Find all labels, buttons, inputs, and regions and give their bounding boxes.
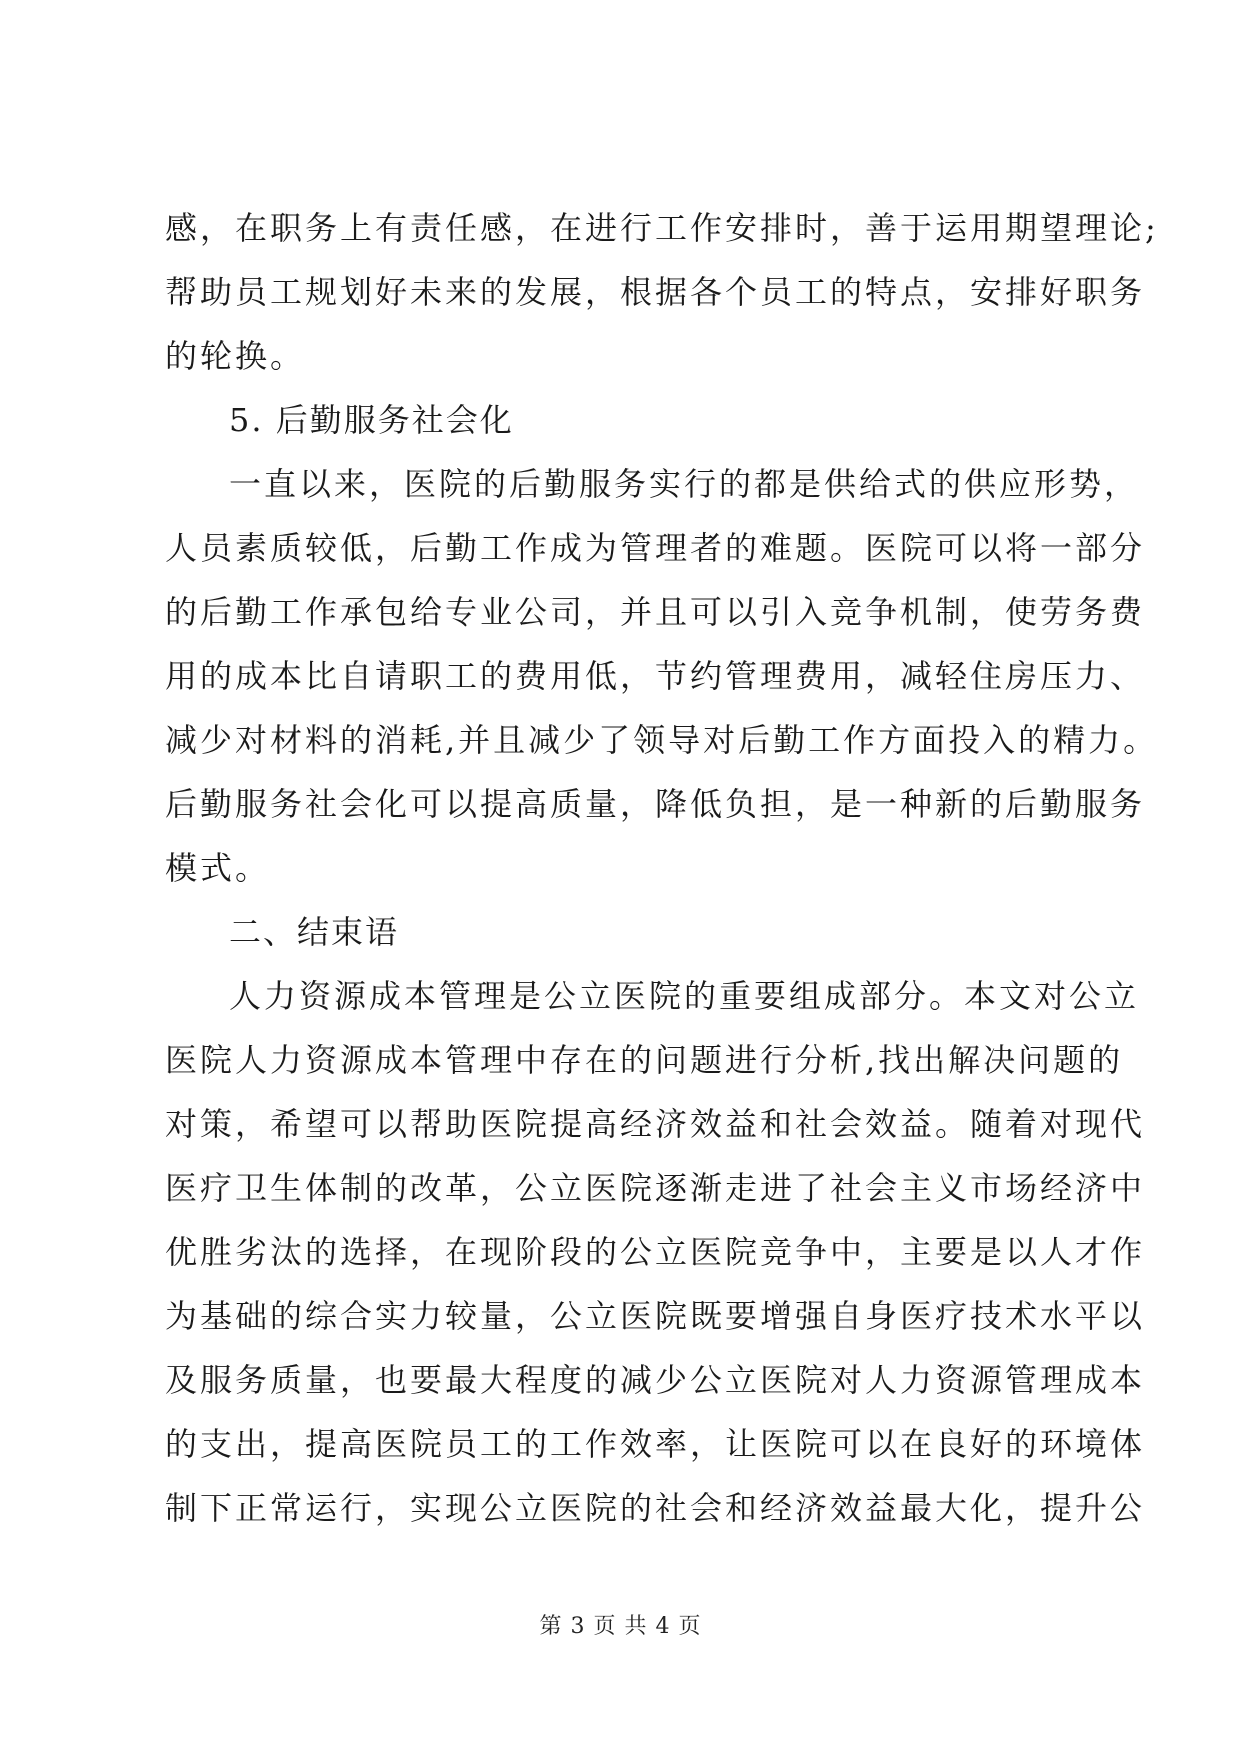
text-line: 帮助员工规划好未来的发展，根据各个员工的特点，安排好职务 <box>165 273 1146 311</box>
text-line: 制下正常运行，实现公立医院的社会和经济效益最大化，提升公 <box>165 1489 1146 1527</box>
page-number-label: 第 3 页 共 4 页 <box>539 1614 702 1639</box>
text-line: 对策，希望可以帮助医院提高经济效益和社会效益。随着对现代 <box>165 1105 1146 1143</box>
document-body <box>165 196 1159 1540</box>
text-line: 人员素质较低，后勤工作成为管理者的难题。医院可以将一部分 <box>165 529 1146 567</box>
text-line: 用的成本比自请职工的费用低，节约管理费用，减轻住房压力、 <box>165 657 1146 695</box>
text-line: 医院人力资源成本管理中存在的问题进行分析,找出解决问题的 <box>165 1041 1124 1079</box>
text-line: 及服务质量，也要最大程度的减少公立医院对人力资源管理成本 <box>165 1361 1146 1399</box>
page-footer <box>0 1612 1241 1642</box>
text-line: 的后勤工作承包给专业公司，并且可以引入竞争机制，使劳务费 <box>165 593 1146 631</box>
text-line: 后勤服务社会化可以提高质量，降低负担，是一种新的后勤服务 <box>165 785 1146 823</box>
text-line: 感，在职务上有责任感，在进行工作安排时，善于运用期望理论; <box>165 209 1159 247</box>
section-heading: 5. 后勤服务社会化 <box>229 401 514 439</box>
text-line: 人力资源成本管理是公立医院的重要组成部分。本文对公立 <box>229 977 1140 1015</box>
text-line: 模式。 <box>165 849 271 887</box>
section-heading: 二、结束语 <box>229 913 400 951</box>
text-line: 为基础的综合实力较量，公立医院既要增强自身医疗技术水平以 <box>165 1297 1146 1335</box>
text-line: 的支出，提高医院员工的工作效率，让医院可以在良好的环境体 <box>165 1425 1146 1463</box>
text-line: 优胜劣汰的选择，在现阶段的公立医院竞争中，主要是以人才作 <box>165 1233 1146 1271</box>
text-line: 一直以来，医院的后勤服务实行的都是供给式的供应形势， <box>229 465 1140 503</box>
text-line: 减少对材料的消耗,并且减少了领导对后勤工作方面投入的精力。 <box>165 721 1159 759</box>
text-line: 的轮换。 <box>165 337 306 375</box>
text-line: 医疗卫生体制的改革，公立医院逐渐走进了社会主义市场经济中 <box>165 1169 1146 1207</box>
